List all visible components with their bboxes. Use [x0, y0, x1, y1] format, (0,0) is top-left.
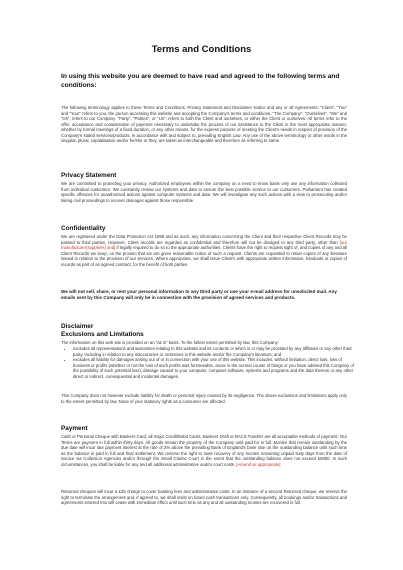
- list-item: • excludes all liability for damages arising out of or in connection with your use of this website. This includes, without limitation, direct loss, loss of business or profits (whether or not the loss of such profits was foreseeable, arose in the normal course of things or you have advised this Company of the possibility of such potential loss), damage caused to your computer, computer software, systems and programs and the data thereon or any other direct or indirect, consequential and incidental damages.: [73, 357, 359, 379]
- payment-paragraph: [61, 434, 347, 467]
- privacy-paragraph: We are committed to protecting your privacy. Authorized employees within the company on a need to know basis only use any information collected from individual customers. We constantly review our systems and data to ensure the best possible service to our customers. Parliament has created specific offences for unauthorised actions against computer systems and data. We will investigate any such actions with a view to prosecuting and/or taking civil proceedings to recover damages against those responsible: [61, 181, 347, 203]
- payment-heading: Payment: [61, 425, 88, 432]
- privacy-heading: Privacy Statement: [61, 172, 117, 179]
- supplier-placeholder: [our manufacturer(suppliers) and]: [61, 239, 347, 251]
- disclaimer-outro: This Company does not however exclude liability for death or personal injury caused by its negligence. The above exclusions and limitations apply only to the extent permitted by law. None of your statutory rights as a consumer are affected.: [61, 393, 347, 404]
- payment-text: Cash or Personal Cheque with Bankers Card, all major Credit/Debit Cards, Bankers Draft or BACS Transfer are all acceptable methods of payment. Our Terms are payment in full within thirty days. All goods remain the property of the Company until paid for in full. Monies that remain outstanding by the due date will incur late payment interest at the rate of 2% above the prevailing Bank of England's base rate on the outstanding balance until such time as the balance is paid in full and final settlement. We reserve the right to seek recovery of any monies remaining unpaid sixty days from the date of invoice via Collection Agencies and/or through the Small Claims Court in the event that the outstanding balance does not exceed £5000. In such circumstances, you shall be liable for any and all additional administrative and/or court costs.: [61, 434, 347, 467]
- list-item: • excludes all representations and warranties relating to this website and its contents or which is or may be provided by any affiliates or any other third party, including in relation to any inaccuracies or omissions in this website and/or the Company's literature; and: [73, 346, 359, 357]
- confidentiality-paragraph: [61, 234, 347, 267]
- disclaimer-heading: Disclaimer: [61, 323, 94, 330]
- confidentiality-heading: Confidentiality: [61, 225, 106, 232]
- page-title: Terms and Conditions: [151, 44, 252, 55]
- amend-placeholder: [Amend as appropriate]: [236, 461, 281, 467]
- confidentiality-text-end: if legally required to do so to the appropriate authorities. Clients have the right to request sight of, and copies of any and all Client Records we keep, on the proviso that we are given reasonable notice of such a request. Clients are requested to retain copies of any literature issued in relation to the provision of our services. Where appropriate, we shall issue Client's with appropriate written information, handouts or copies of records as part of an agreed contract, for the benefit of both parties.: [61, 245, 347, 267]
- disclaimer-intro: The information on this web site is provided on an "as is" basis. To the fullest extent permitted by law, this Company:: [61, 340, 279, 345]
- no-share-statement: We will not sell, share, or rent your personal information to any third party or use your e-mail address for unsolicited mail. Any emails sent by this Company will only be in connection with the provision of agreed services and products.: [61, 289, 337, 300]
- terminology-paragraph: The following terminology applies to these Terms and Conditions, Privacy Statement and Disclaimer Notice and any or all Agreements: "Client", "You" and "Your" refers to you, the person accessing this website and accepting the Company's terms and conditions. "The Company", "Ourselves", "We" and "Us", refers to our Company. "Party", "Parties", or "Us", refers to both the Client and ourselves, or either the Client or ourselves. All terms refer to the offer, acceptance and consideration of payment necessary to undertake the process of our assistance to the Client in the most appropriate manner, whether by formal meetings of a fixed duration, or any other means, for the express purpose of meeting the Client's needs in respect of provision of the Company's stated services/products, in accordance with and subject to, prevailing English Law. Any use of the above terminology or other words in the singular, plural, capitalisation and/or he/she or they, are taken as interchangeable and therefore as referring to same.: [61, 105, 347, 144]
- returned-cheques-paragraph: Returned cheques will incur a £25 charge to cover banking fees and administrative costs. In an instance of a second Returned cheque, we reserve the right to terminate the arrangement and, if agreed to, we shall insist on future cash transactions only. Consequently, all bookings and/or transactions and agreements entered into will cease with immediate effect until such time as any and all outstanding monies are recovered in full.: [61, 489, 347, 506]
- lead-statement: In using this website you are deemed to have read and agreed to the following terms and conditions:: [61, 73, 340, 89]
- confidentiality-text-start: We are registered under the Data Protection Act 1998 and as such, any information concerning the Client and their respective Client Records may be passed to third parties. However, Client records are regarded as confidential and therefore will not be divulged to any third party, other than: [61, 234, 347, 245]
- exclusions-list: [61, 346, 359, 379]
- exclusions-heading: Exclusions and Limitations: [61, 331, 144, 338]
